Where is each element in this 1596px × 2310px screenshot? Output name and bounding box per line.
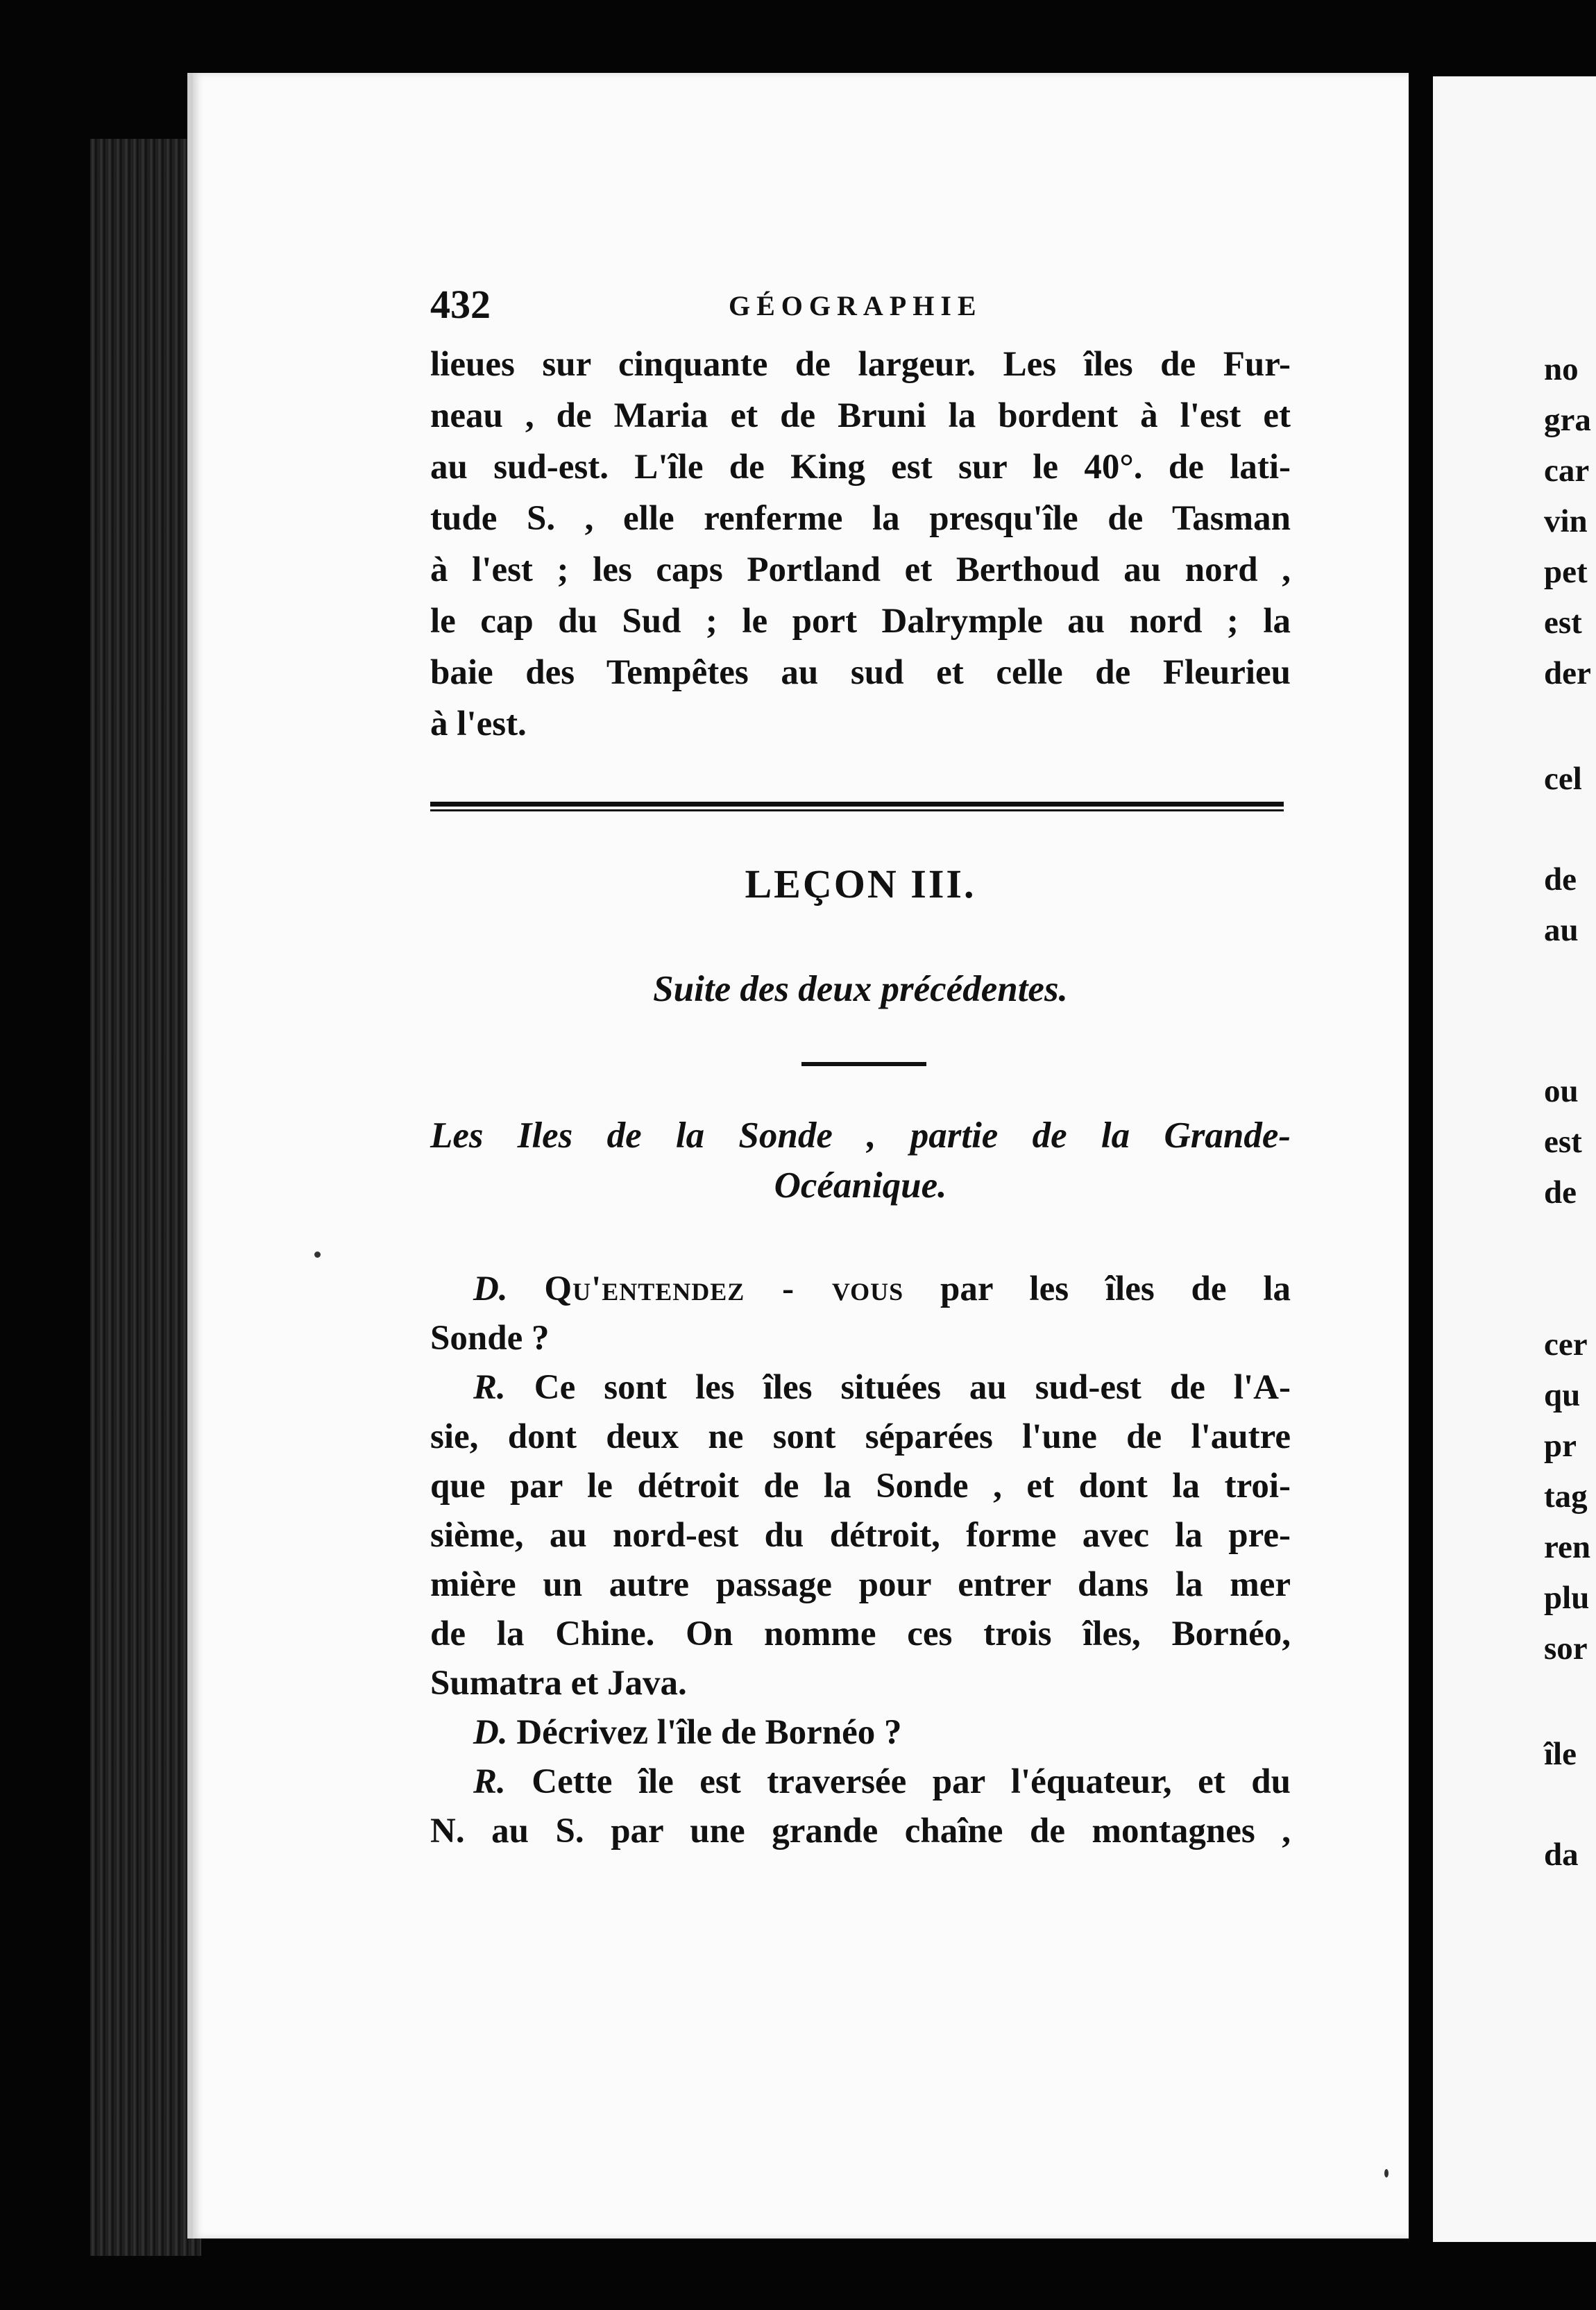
text-line: lieues sur cinquante de largeur. Les îles de Fur- [430,345,1291,384]
facing-fragment: pr [1544,1428,1577,1464]
text-line: le cap du Sud ; le port Dalrymple au nord ; la [430,602,1291,641]
answer-line: sie, dont deux ne sont séparées l'une de l'autre [430,1417,1291,1456]
lesson-title: LEÇON III. [745,861,976,907]
facing-fragment: car [1544,453,1590,489]
facing-fragment: est [1544,1124,1582,1160]
section-heading-line: Les Iles de la Sonde , partie de la Grande- [430,1115,1291,1156]
facing-page-fragments [1544,0,1596,2310]
facing-fragment: plu [1544,1580,1590,1616]
answer-line: R. Cette île est traversée par l'équateur, et du [473,1762,1291,1801]
page-header [430,281,1291,330]
question-line: D. Décrivez l'île de Bornéo ? [473,1713,902,1752]
smallcaps-lead: Qu'entendez - vous [544,1270,904,1308]
facing-fragment: ou [1544,1073,1579,1109]
question-line: Sonde ? [430,1319,550,1358]
page-gutter [1409,62,1433,2249]
page-number: 432 [430,282,491,327]
text-line: baie des Tempêtes au sud et celle de Fleurieu [430,653,1291,692]
facing-fragment: qu [1544,1377,1581,1413]
answer-line: N. au S. par une grande chaîne de montagnes , [430,1812,1291,1850]
facing-fragment: est [1544,605,1582,641]
book-spine [90,139,201,2256]
answer-line: Sumatra et Java. [430,1664,687,1703]
facing-fragment: tag [1544,1478,1588,1515]
facing-fragment: cer [1544,1326,1588,1363]
facing-fragment: gra [1544,402,1591,438]
facing-fragment: pet [1544,554,1588,590]
facing-fragment: au [1544,912,1579,948]
answer-line: que par le détroit de la Sonde , et dont la troi- [430,1467,1291,1506]
facing-fragment: cel [1544,761,1582,797]
facing-fragment: ren [1544,1529,1591,1565]
facing-fragment: vin [1544,503,1588,539]
answer-line: sième, au nord-est du détroit, forme avec la pre- [430,1516,1291,1555]
question-line: D. Qu'entendez - vous par les îles de la [473,1270,1291,1308]
text-line: à l'est. [430,705,527,743]
answer-line: de la Chine. On nomme ces trois îles, Bornéo, [430,1615,1291,1653]
answer-line: R. Ce sont les îles situées au sud-est de l'A- [473,1368,1291,1407]
facing-fragment: der [1544,655,1591,691]
text-line: au sud-est. L'île de King est sur le 40°. de lati- [430,448,1291,487]
facing-fragment: no [1544,351,1579,387]
text-line: neau , de Maria et de Bruni la bordent à l'est et [430,396,1291,435]
facing-fragment: sor [1544,1630,1588,1667]
answer-tag: R. [473,1762,506,1801]
running-head: GÉOGRAPHIE [729,290,983,321]
facing-fragment: de [1544,861,1577,897]
question-tag: D. [473,1713,508,1752]
ink-speck [314,1251,321,1258]
question-tag: D. [473,1270,508,1308]
text-line: tude S. , elle renferme la presqu'île de Tasman [430,499,1291,538]
question-answer-block [430,1265,1291,1856]
facing-fragment: de [1544,1174,1577,1211]
answer-line: mière un autre passage pour entrer dans la mer [430,1565,1291,1604]
answer-tag: R. [473,1368,506,1407]
section-heading-line: Océanique. [774,1165,947,1206]
short-rule-divider [801,1062,926,1066]
lesson-subtitle: Suite des deux précédentes. [653,969,1068,1009]
facing-fragment: da [1544,1837,1579,1873]
double-rule-divider [430,802,1284,813]
facing-fragment: île [1544,1736,1577,1772]
section-heading [430,1111,1291,1211]
continuation-paragraph [430,339,1291,750]
text-line: à l'est ; les caps Portland et Berthoud au nord , [430,550,1291,589]
ink-speck [1384,2169,1389,2177]
